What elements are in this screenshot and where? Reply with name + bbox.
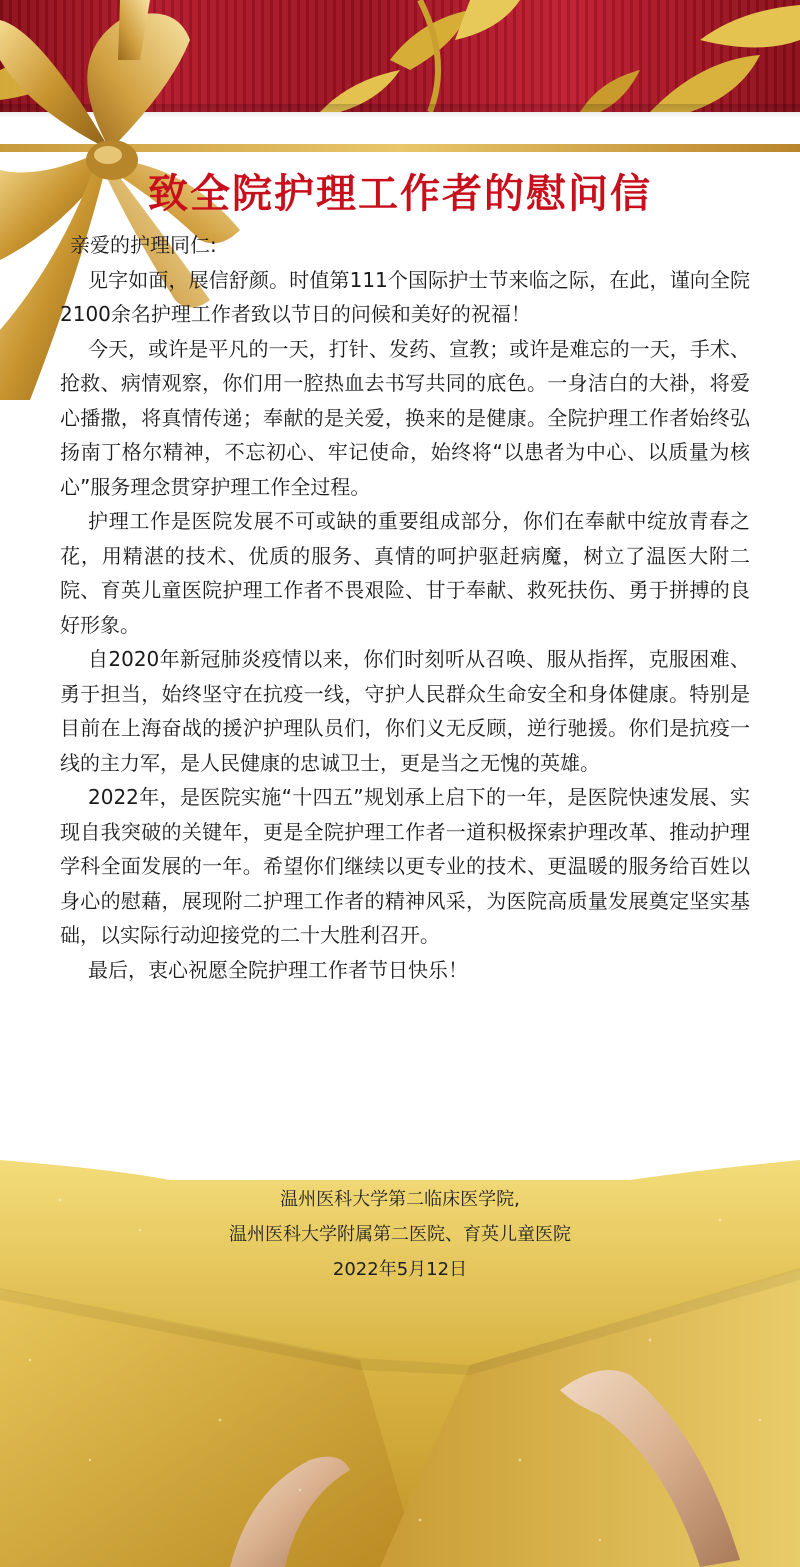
signature-org-line-1: 温州医科大学第二临床医学院, [280,1189,520,1210]
paragraph: 见字如面，展信舒颜。时值第111个国际护士节来临之际，在此，谨向全院2100余名护理工作者致以节日的问候和美好的祝福！ [60,267,750,326]
signature-block [0,1182,800,1287]
paragraph: 今天，或许是平凡的一天，打针、发药、宣教；或许是难忘的一天，手术、抢救、病情观察，你们用一腔热血去书写共同的底色。一身洁白的大褂，将爱心播撒，将真情传递；奉献的是关爱，换来的是健康。全院护理工作者始终弘扬南丁格尔精神，不忘初心、牢记使命，始终将“以患者为中心、以质量为核心”服务理念贯穿护理工作全过程。 [60,336,750,499]
letter-title: 致全院护理工作者的慰问信 [148,170,652,217]
letter-body [60,228,750,987]
signature-org-line-2: 温州医科大学附属第二医院、育英儿童医院 [229,1224,571,1245]
paragraph: 最后，衷心祝愿全院护理工作者节日快乐！ [88,957,468,982]
paragraph: 2022年，是医院实施“十四五”规划承上启下的一年，是医院快速发展、实现自我突破的关键年，更是全院护理工作者一道积极探索护理改革、推动护理学科全面发展的一年。希望你们继续以更专业的技术、更温暖的服务给百姓以身心的慰藉，展现附二护理工作者的精神风采，为医院高质量发展奠定坚实基础，以实际行动迎接党的二十大胜利召开。 [60,785,750,947]
signature-date: 2022年5月12日 [332,1259,468,1280]
paragraph: 自2020年新冠肺炎疫情以来，你们时刻听从召唤、服从指挥，克服困难、勇于担当，始终坚守在抗疫一线，守护人民群众生命安全和身体健康。特别是目前在上海奋战的援沪护理队员们，你们义无反顾，逆行驰援。你们是抗疫一线的主力军，是人民健康的忠诚卫士，更是当之无愧的英雄。 [60,647,750,775]
salutation: 亲爱的护理同仁: [70,233,217,257]
paragraph: 护理工作是医院发展不可或缺的重要组成部分，你们在奉献中绽放青春之花，用精湛的技术、优质的服务、真情的呵护驱赶病魔，树立了温医大附二院、育英儿童医院护理工作者不畏艰险、甘于奉献、救死扶伤、勇于拼搏的良好形象。 [60,509,750,637]
